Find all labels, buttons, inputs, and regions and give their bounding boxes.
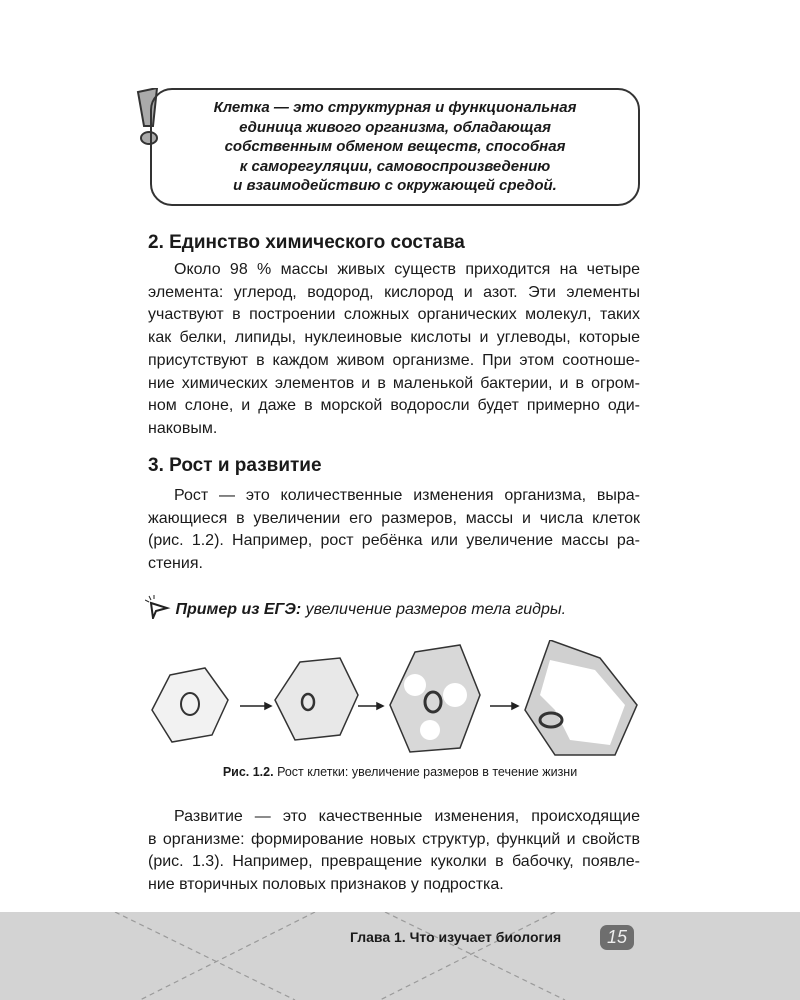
page-footer: [0, 912, 800, 1000]
text-line: элемента: углерод, водород, кислород и азот. Эти элементы: [148, 283, 640, 301]
text-line: Около 98 % массы живых существ приходится на четыре: [174, 261, 640, 278]
cell-stage-4: [525, 640, 637, 755]
text-line: ние вторичных половых признаков у подростка.: [148, 876, 504, 894]
example-label: Пример из ЕГЭ:: [175, 601, 302, 618]
definition-line: и взаимодействию с окружающей средой.: [233, 177, 557, 194]
section-heading: 3. Рост и развитие: [148, 455, 322, 476]
text-line: участвуют в построении сложных органических молекул, таких: [148, 306, 640, 324]
definition-text: [150, 98, 640, 196]
cell-stage-2: [275, 658, 358, 740]
cell-stage-1: [152, 668, 228, 742]
text-line: (рис. 1.3). Например, превращение куколки в бабочку, появле-: [148, 853, 640, 871]
caption-text: Рост клетки: увеличение размеров в течение жизни: [273, 765, 578, 779]
text-line: ние химических элементов и в маленькой бактерии, и в огром-: [148, 374, 640, 392]
text-line: как белки, липиды, нуклеиновые кислоты и углеводы, которые: [148, 329, 640, 347]
exam-example: [145, 595, 566, 621]
text-line: (рис. 1.2). Например, рост ребёнка или увеличение массы ра-: [148, 532, 640, 550]
definition-line: к саморегуляции, самовоспроизведению: [239, 157, 551, 175]
definition-line: Клетка — это структурная и функциональная: [213, 99, 577, 116]
text-line: в организме: формирование новых структур, функций и свойств: [148, 830, 640, 848]
chapter-title: Глава 1. Что изучает биология: [350, 929, 562, 945]
text-line: наковым.: [148, 419, 218, 437]
arrow-icon: [490, 703, 518, 709]
text-line: присутствуют в каждом живом организме. При этом соотноше-: [148, 351, 640, 369]
cell-stage-3: [390, 645, 480, 752]
arrow-icon: [240, 703, 271, 709]
paragraph: [148, 806, 640, 897]
text-line: Рост — это количественные изменения организма, выра-: [174, 487, 640, 504]
arrow-icon: [358, 703, 383, 709]
text-line: жающиеся в увеличении его размеров, массы и числа клеток: [148, 509, 640, 527]
paragraph: [148, 259, 640, 441]
page-number: 15: [600, 925, 634, 950]
paragraph: [148, 485, 640, 576]
caption-label: Рис. 1.2.: [222, 765, 274, 779]
pointer-icon: [145, 595, 171, 619]
text-line: стения.: [148, 555, 203, 573]
text-line: Развитие — это качественные изменения, происходящие: [174, 808, 640, 825]
definition-line: собственным обменом веществ, способная: [224, 138, 566, 155]
definition-line: единица живого организма, обладающая: [239, 118, 551, 136]
figure-caption: [0, 764, 800, 780]
section-heading: 2. Единство химического состава: [148, 232, 465, 253]
dashed-pattern: [0, 912, 800, 1000]
text-line: ном слоне, и даже в морской водоросли будет примерно оди-: [148, 397, 640, 415]
example-text: увеличение размеров тела гидры.: [301, 601, 567, 618]
cell-growth-figure: [140, 640, 660, 760]
